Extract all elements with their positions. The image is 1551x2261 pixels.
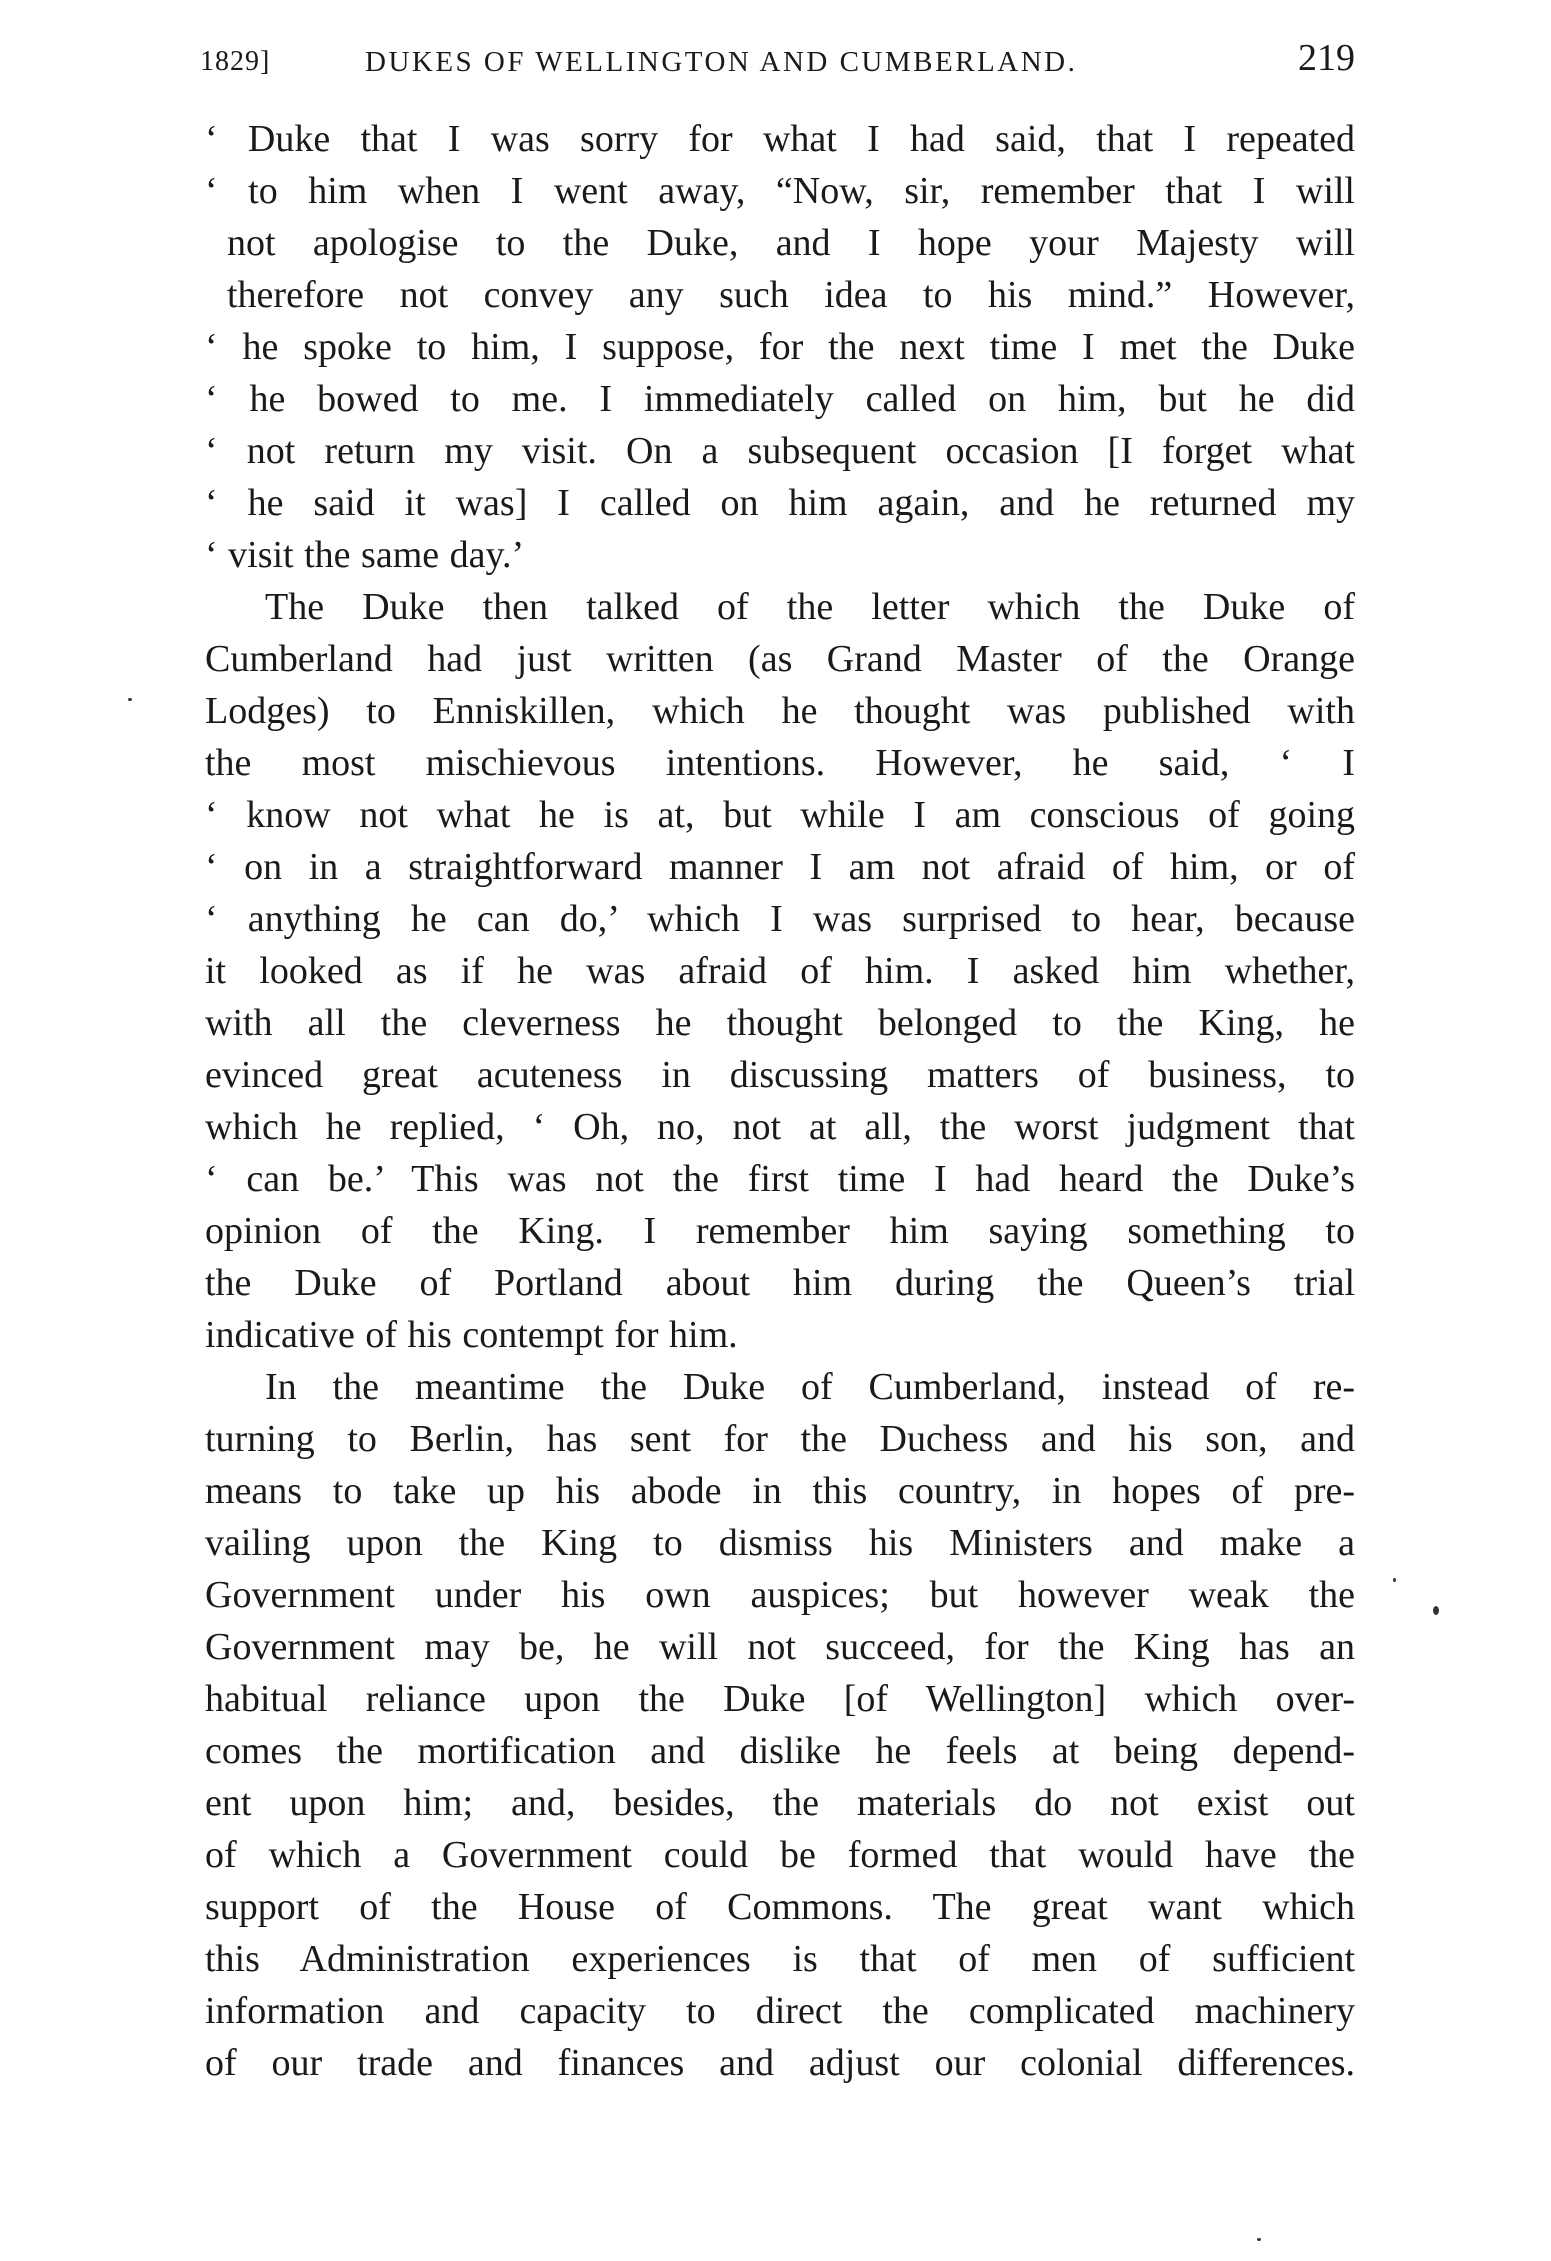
text-line: ‘ can be.’ This was not the first time I had heard the Duke’s: [205, 1158, 1355, 1200]
text-line: ‘ anything he can do,’ which I was surprised to hear, because: [205, 898, 1355, 940]
text-line: which he replied, ‘ Oh, no, not at all, the worst judgment that: [205, 1106, 1355, 1148]
text-line: turning to Berlin, has sent for the Duchess and his son, and: [205, 1418, 1355, 1460]
text-line: evinced great acuteness in discussing matters of business, to: [205, 1054, 1355, 1096]
text-line: comes the mortification and dislike he feels at being depend-: [205, 1730, 1355, 1772]
text-line: of which a Government could be formed that would have the: [205, 1834, 1355, 1876]
text-line: ‘ to him when I went away, “Now, sir, remember that I will: [205, 170, 1355, 212]
text-line: this Administration experiences is that of men of sufficient: [205, 1938, 1355, 1980]
text-line: with all the cleverness he thought belonged to the King, he: [205, 1002, 1355, 1044]
text-line: ‘ he said it was] I called on him again, and he returned my: [205, 482, 1355, 524]
page-speck: [1433, 1606, 1439, 1615]
text-line: Government may be, he will not succeed, for the King has an: [205, 1626, 1355, 1668]
text-line: ‘ on in a straightforward manner I am not afraid of him, or of: [205, 846, 1355, 888]
text-line: habitual reliance upon the Duke [of Wellington] which over-: [205, 1678, 1355, 1720]
text-line: ‘ visit the same day.’: [205, 534, 525, 576]
page-number: 219: [1298, 37, 1355, 79]
text-line: ‘ he spoke to him, I suppose, for the next time I met the Duke: [205, 326, 1355, 368]
text-line: vailing upon the King to dismiss his Ministers and make a: [205, 1522, 1355, 1564]
page-header: [200, 34, 1355, 84]
text-line: of our trade and finances and adjust our colonial differences.: [205, 2042, 1355, 2084]
text-line: means to take up his abode in this country, in hopes of pre-: [205, 1470, 1355, 1512]
text-line: Cumberland had just written (as Grand Master of the Orange: [205, 638, 1355, 680]
text-line: indicative of his contempt for him.: [205, 1314, 738, 1356]
text-line: ‘ he bowed to me. I immediately called on him, but he did: [205, 378, 1355, 420]
text-line: In the meantime the Duke of Cumberland, instead of re-: [265, 1366, 1355, 1408]
page-speck: [1393, 1578, 1396, 1582]
text-line: Lodges) to Enniskillen, which he thought was published with: [205, 690, 1355, 732]
text-line: not apologise to the Duke, and I hope your Majesty will: [227, 222, 1355, 264]
text-line: the most mischievous intentions. However, he said, ‘ I: [205, 742, 1355, 784]
text-line: therefore not convey any such idea to his mind.” However,: [227, 274, 1355, 316]
text-line: ‘ not return my visit. On a subsequent occasion [I forget what: [205, 430, 1355, 472]
page-speck: [128, 698, 132, 701]
text-line: the Duke of Portland about him during the Queen’s trial: [205, 1262, 1355, 1304]
text-line: information and capacity to direct the complicated machinery: [205, 1990, 1355, 2032]
body-text: [205, 113, 1355, 2089]
text-line: support of the House of Commons. The great want which: [205, 1886, 1355, 1928]
page-speck: [1257, 2238, 1261, 2241]
text-line: Government under his own auspices; but however weak the: [205, 1574, 1355, 1616]
header-year: 1829]: [200, 46, 271, 77]
running-title: DUKES OF WELLINGTON AND CUMBERLAND.: [365, 46, 1078, 78]
text-line: it looked as if he was afraid of him. I asked him whether,: [205, 950, 1355, 992]
text-line: ‘ know not what he is at, but while I am conscious of going: [205, 794, 1355, 836]
text-line: ‘ Duke that I was sorry for what I had said, that I repeated: [205, 118, 1355, 160]
text-line: opinion of the King. I remember him saying something to: [205, 1210, 1355, 1252]
text-line: The Duke then talked of the letter which the Duke of: [265, 586, 1355, 628]
text-line: ent upon him; and, besides, the materials do not exist out: [205, 1782, 1355, 1824]
